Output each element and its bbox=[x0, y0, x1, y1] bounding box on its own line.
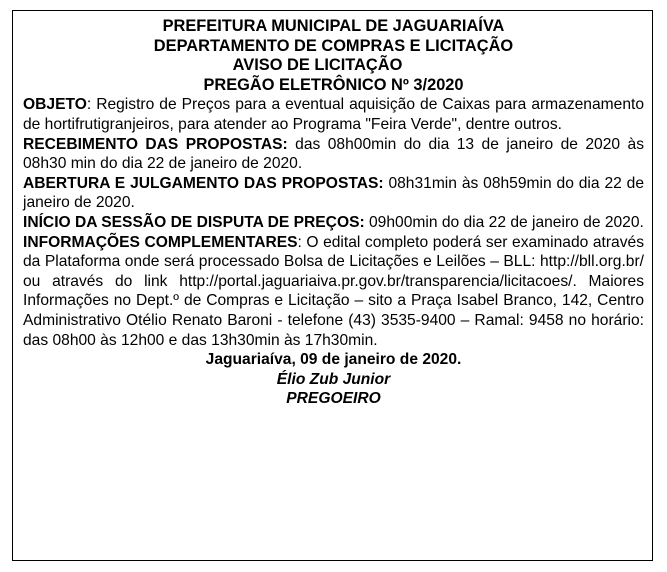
signer-role: PREGOEIRO bbox=[286, 390, 381, 408]
header-line-aviso: AVISO DE LICITAÇÃO bbox=[232, 56, 403, 75]
header-line-prefeitura: PREFEITURA MUNICIPAL DE JAGUARIAÍVA bbox=[162, 17, 505, 35]
abertura-label: ABERTURA E JULGAMENTO DAS PROPOSTAS: bbox=[23, 174, 384, 192]
section-recebimento bbox=[23, 135, 644, 174]
objeto-text: : Registro de Preços para a eventual aquisição de Caixas para armazenamento de hortifrutigranjeiros, para atender ao Programa "Feira Verde", dentre outros. bbox=[23, 96, 644, 133]
section-inicio bbox=[23, 213, 644, 233]
informacoes-label: INFORMAÇÕES COMPLEMENTARES bbox=[23, 233, 298, 251]
section-objeto bbox=[23, 95, 644, 134]
recebimento-text: das 08h00min do dia 13 de janeiro de 2020 às 08h30 min do dia 22 de janeiro de 2020. bbox=[23, 135, 644, 173]
objeto-label: OBJETO bbox=[23, 96, 87, 114]
inicio-text: 09h00min do dia 22 de janeiro de 2020. bbox=[364, 213, 644, 231]
inicio-label: INÍCIO DA SESSÃO DE DISPUTA DE PREÇOS: bbox=[23, 213, 365, 231]
section-informacoes bbox=[23, 233, 644, 351]
abertura-text: 08h31min às 08h59min do dia 22 de janeiro de 2020. bbox=[23, 174, 645, 212]
header-line-pregao: PREGÃO ELETRÔNICO Nº 3/2020 bbox=[203, 75, 464, 94]
informacoes-text: : O edital completo poderá ser examinado através da Plataforma onde será processado Bolsa de Licitações e Leilões – BLL: http://bll.org.br/ ou através do link http://portal.jaguariaiva.pr.gov.br/transparencia/licitacoes/. Maiores Informações no Dept.º de Compras e Licitação – sito a Praça Isabel Branco, 142, Centro Administrativo Otélio Renato Baroni - telefone (43) 3535-9400 – Ramal: 9458 no horário: das 08h00 às 12h00 e das 13h30min às 17h30min. bbox=[23, 233, 644, 349]
notice-header bbox=[23, 17, 644, 95]
header-line-departamento: DEPARTAMENTO DE COMPRAS E LICITAÇÃO bbox=[153, 36, 514, 55]
recebimento-label: RECEBIMENTO DAS PROPOSTAS: bbox=[23, 135, 288, 153]
signer-name: Élio Zub Junior bbox=[276, 370, 391, 388]
notice-footer bbox=[23, 350, 644, 409]
section-abertura bbox=[23, 174, 644, 213]
licitacao-notice bbox=[12, 10, 653, 561]
place-date: Jaguariaíva, 09 de janeiro de 2020. bbox=[205, 351, 462, 369]
